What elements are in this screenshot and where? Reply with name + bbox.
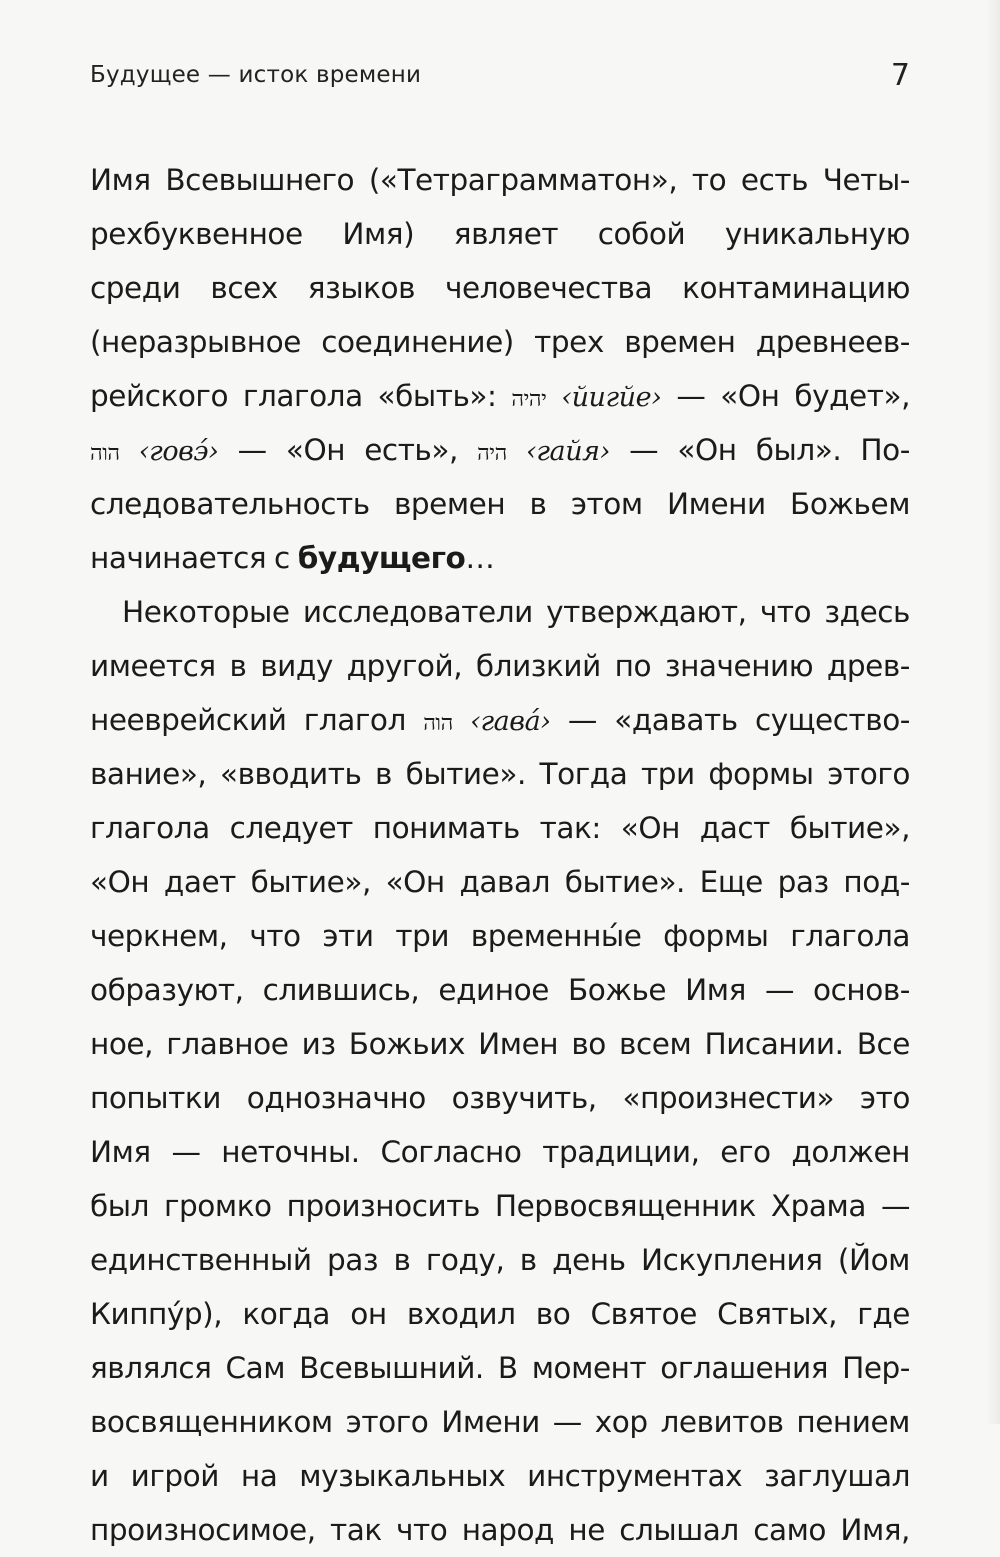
text-segment: — «Он будет», [676, 379, 910, 413]
text-line: ное, главное из Божьих Имен во всем Писании. Все [90, 1027, 910, 1061]
page-header [90, 58, 910, 98]
text-line: глагола следует понимать так: «Он даст бытие», [90, 811, 910, 845]
running-title: Будущее — исток времени [90, 62, 422, 88]
page-number: 7 [890, 58, 910, 93]
text-line: Имя — неточны. Согласно традиции, его должен [90, 1135, 910, 1169]
text-line: Киппу́р), когда он входил во Святое Святых, где [90, 1297, 910, 1331]
hebrew-word: היה [477, 441, 507, 466]
text-body [90, 153, 910, 1557]
text-line: рехбуквенное Имя) являет собой уникальную [90, 217, 910, 251]
text-line: являлся Сам Всевышний. В момент оглашения Пер- [90, 1351, 910, 1385]
text-line [90, 369, 910, 423]
text-line: произносимое, так что народ не слышал само Имя, [90, 1513, 910, 1547]
text-line: образуют, слившись, единое Божье Имя — основ- [90, 973, 910, 1007]
transliteration: ‹говэ́› [138, 436, 219, 467]
text-segment: — «давать существо- [567, 703, 910, 737]
transliteration: ‹гайя› [526, 436, 610, 467]
text-segment: — «Он есть», [237, 433, 458, 467]
text-line: был громко произносить Первосвященник Храма — [90, 1189, 910, 1223]
hebrew-word: הוה [90, 441, 120, 466]
text-segment: — «Он был». По- [629, 433, 910, 467]
text-line: Некоторые исследователи утверждают, что здесь [122, 595, 910, 629]
text-line: черкнем, что эти три временны́е формы глагола [90, 919, 910, 953]
text-line: Имя Всевышнего («Тетраграмматон», то есть Четы- [90, 163, 910, 197]
text-line: попытки однозначно озвучить, «произнести» это [90, 1081, 910, 1115]
hebrew-word: יהיה [511, 387, 547, 412]
text-line: (неразрывное соединение) трех времен древнеев- [90, 325, 910, 359]
text-line: среди всех языков человечества контаминацию [90, 271, 910, 305]
text-line [90, 693, 910, 747]
page-edge-shadow [986, 0, 1000, 1424]
emphasis: будущего [297, 541, 466, 575]
text-segment: рейского глагола «быть»: [90, 379, 497, 413]
transliteration: ‹йигйе› [561, 382, 662, 413]
hebrew-word: הוה [423, 711, 453, 736]
text-line: вание», «вводить в бытие». Тогда три формы этого [90, 757, 910, 791]
text-line: следовательность времен в этом Имени Божьем [90, 487, 910, 521]
transliteration: ‹гава́› [470, 706, 551, 737]
text-line: «Он дает бытие», «Он давал бытие». Еще раз под- [90, 865, 910, 899]
text-segment: начинается с [90, 541, 290, 575]
text-segment: нееврейский глагол [90, 703, 406, 737]
text-line: восвященником этого Имени — хор левитов пением [90, 1405, 910, 1439]
text-line: и игрой на музыкальных инструментах заглушал [90, 1459, 910, 1493]
text-line [90, 423, 910, 477]
text-line: единственный раз в году, в день Искупления (Йом [90, 1243, 910, 1277]
text-line [90, 531, 910, 585]
text-segment: … [465, 541, 495, 575]
text-line: имеется в виду другой, близкий по значению древ- [90, 649, 910, 683]
